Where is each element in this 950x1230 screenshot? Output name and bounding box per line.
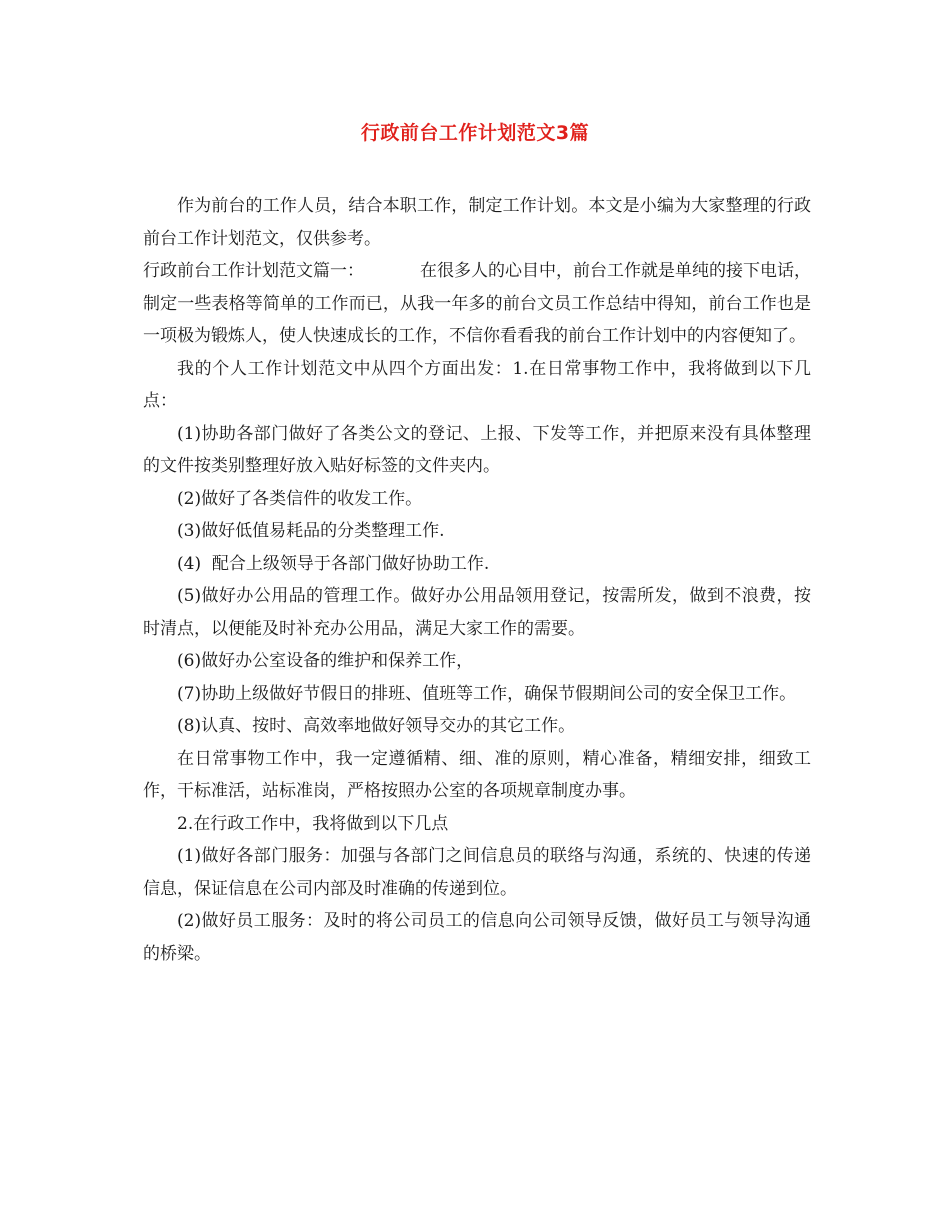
list-item-5: (5)做好办公用品的管理工作。做好办公用品领用登记，按需所发，做到不浪费，按时清点，以便能及时补充办公用品，满足大家工作的需要。 xyxy=(143,586,811,639)
list-item-1: (1)协助各部门做好了各类公文的登记、上报、下发等工作，并把原来没有具体整理的文件按类别整理好放入贴好标签的文件夹内。 xyxy=(143,423,811,476)
admin-list-item-1: (1)做好各部门服务：加强与各部门之间信息员的联络与沟通，系统的、快速的传递信息，保证信息在公司内部及时准确的传递到位。 xyxy=(143,846,811,899)
paragraph-intro: 作为前台的工作人员，结合本职工作，制定工作计划。本文是小编为大家整理的行政前台工作计划范文，仅供参考。 xyxy=(143,196,811,249)
section-heading-part-one: 行政前台工作计划范文篇一： xyxy=(143,261,364,281)
paragraph-principles: 在日常事物工作中，我一定遵循精、细、准的原则，精心准备，精细安排，细致工作，干标准活，站标准岗，严格按照办公室的各项规章制度办事。 xyxy=(143,748,811,801)
list-item-8: (8)认真、按时、高效率地做好领导交办的其它工作。 xyxy=(177,716,576,736)
document-body xyxy=(143,190,811,970)
list-item-4: (4) 配合上级领导于各部门做好协助工作. xyxy=(177,553,490,574)
list-item-3: (3)做好低值易耗品的分类整理工作. xyxy=(177,521,445,541)
paragraph-admin-heading: 2.在行政工作中，我将做到以下几点 xyxy=(177,813,449,834)
list-item-2: (2)做好了各类信件的收发工作。 xyxy=(177,488,423,509)
paragraph-part-one xyxy=(143,255,811,353)
paragraph-part-one-text: 在很多人的心目中，前台工作就是单纯的接下电话，制定一些表格等简单的工作而已，从我一年多的前台文员工作总结中得知，前台工作也是一项极为锻炼人，使人快速成长的工作，不信你看看我的前台工作计划中的内容便知了。 xyxy=(143,261,811,346)
document-title: 行政前台工作计划范文3篇 xyxy=(360,122,590,144)
list-item-6: (6)做好办公室设备的维护和保养工作， xyxy=(177,651,474,671)
admin-list-item-2: (2)做好员工服务：及时的将公司员工的信息向公司领导反馈，做好员工与领导沟通的桥梁。 xyxy=(143,911,811,964)
list-item-7: (7)协助上级做好节假日的排班、值班等工作，确保节假期间公司的安全保卫工作。 xyxy=(177,683,797,704)
paragraph-four-aspects: 我的个人工作计划范文中从四个方面出发：1.在日常事物工作中，我将做到以下几点： xyxy=(143,358,811,411)
